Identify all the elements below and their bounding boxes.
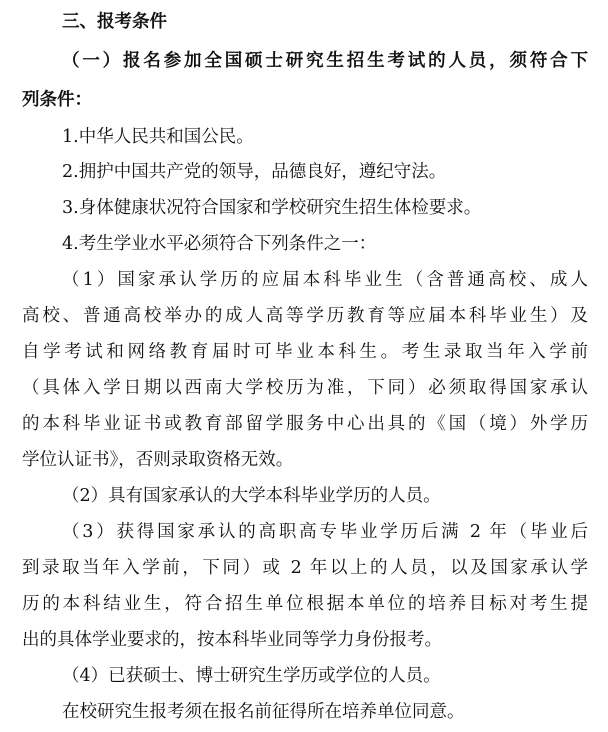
condition-item-1: 1.中华人民共和国公民。 bbox=[62, 127, 254, 147]
sub1-line-4: （具体入学日期以西南大学校历为准，下同）必须取得国家承认 bbox=[22, 378, 588, 398]
note-line: 在校研究生报考须在报名前征得所在培养单位同意。 bbox=[62, 702, 465, 722]
sub1-line-1: （1）国家承认学历的应届本科毕业生（含普通高校、成人 bbox=[62, 270, 588, 290]
sub3-line-1: （3）获得国家承认的高职高专毕业学历后满 2 年（毕业后 bbox=[62, 522, 588, 542]
sub1-line-5: 的本科毕业证书或教育部留学服务中心出具的《国（境）外学历 bbox=[22, 414, 588, 434]
subheading-line-2: 列条件： bbox=[22, 90, 92, 110]
sub1-line-6: 学位认证书》，否则录取资格无效。 bbox=[22, 450, 294, 470]
sub3-line-2: 到录取当年入学前，下同）或 2 年以上的人员，以及国家承认学 bbox=[22, 558, 588, 578]
condition-item-4: 4.考生学业水平必须符合下列条件之一： bbox=[62, 234, 377, 254]
section-heading: 三、报考条件 bbox=[62, 12, 167, 32]
sub3-line-3: 历的本科结业生，符合招生单位根据本单位的培养目标对考生提 bbox=[22, 594, 588, 614]
sub2-line-1: （2）具有国家承认的大学本科毕业学历的人员。 bbox=[62, 486, 441, 506]
sub1-line-3: 自学考试和网络教育届时可毕业本科生。考生录取当年入学前 bbox=[22, 342, 588, 362]
sub4-line-1: （4）已获硕士、博士研究生学历或学位的人员。 bbox=[62, 666, 441, 686]
condition-item-3: 3.身体健康状况符合国家和学校研究生招生体检要求。 bbox=[62, 198, 482, 218]
condition-item-2: 2.拥护中国共产党的领导，品德良好，遵纪守法。 bbox=[62, 162, 447, 182]
subheading-line-1: （一）报名参加全国硕士研究生招生考试的人员，须符合下 bbox=[62, 51, 588, 71]
sub3-line-4: 出的具体学业要求的，按本科毕业同等学力身份报考。 bbox=[22, 630, 442, 650]
sub1-line-2: 高校、普通高校举办的成人高等学历教育等应届本科毕业生）及 bbox=[22, 306, 588, 326]
